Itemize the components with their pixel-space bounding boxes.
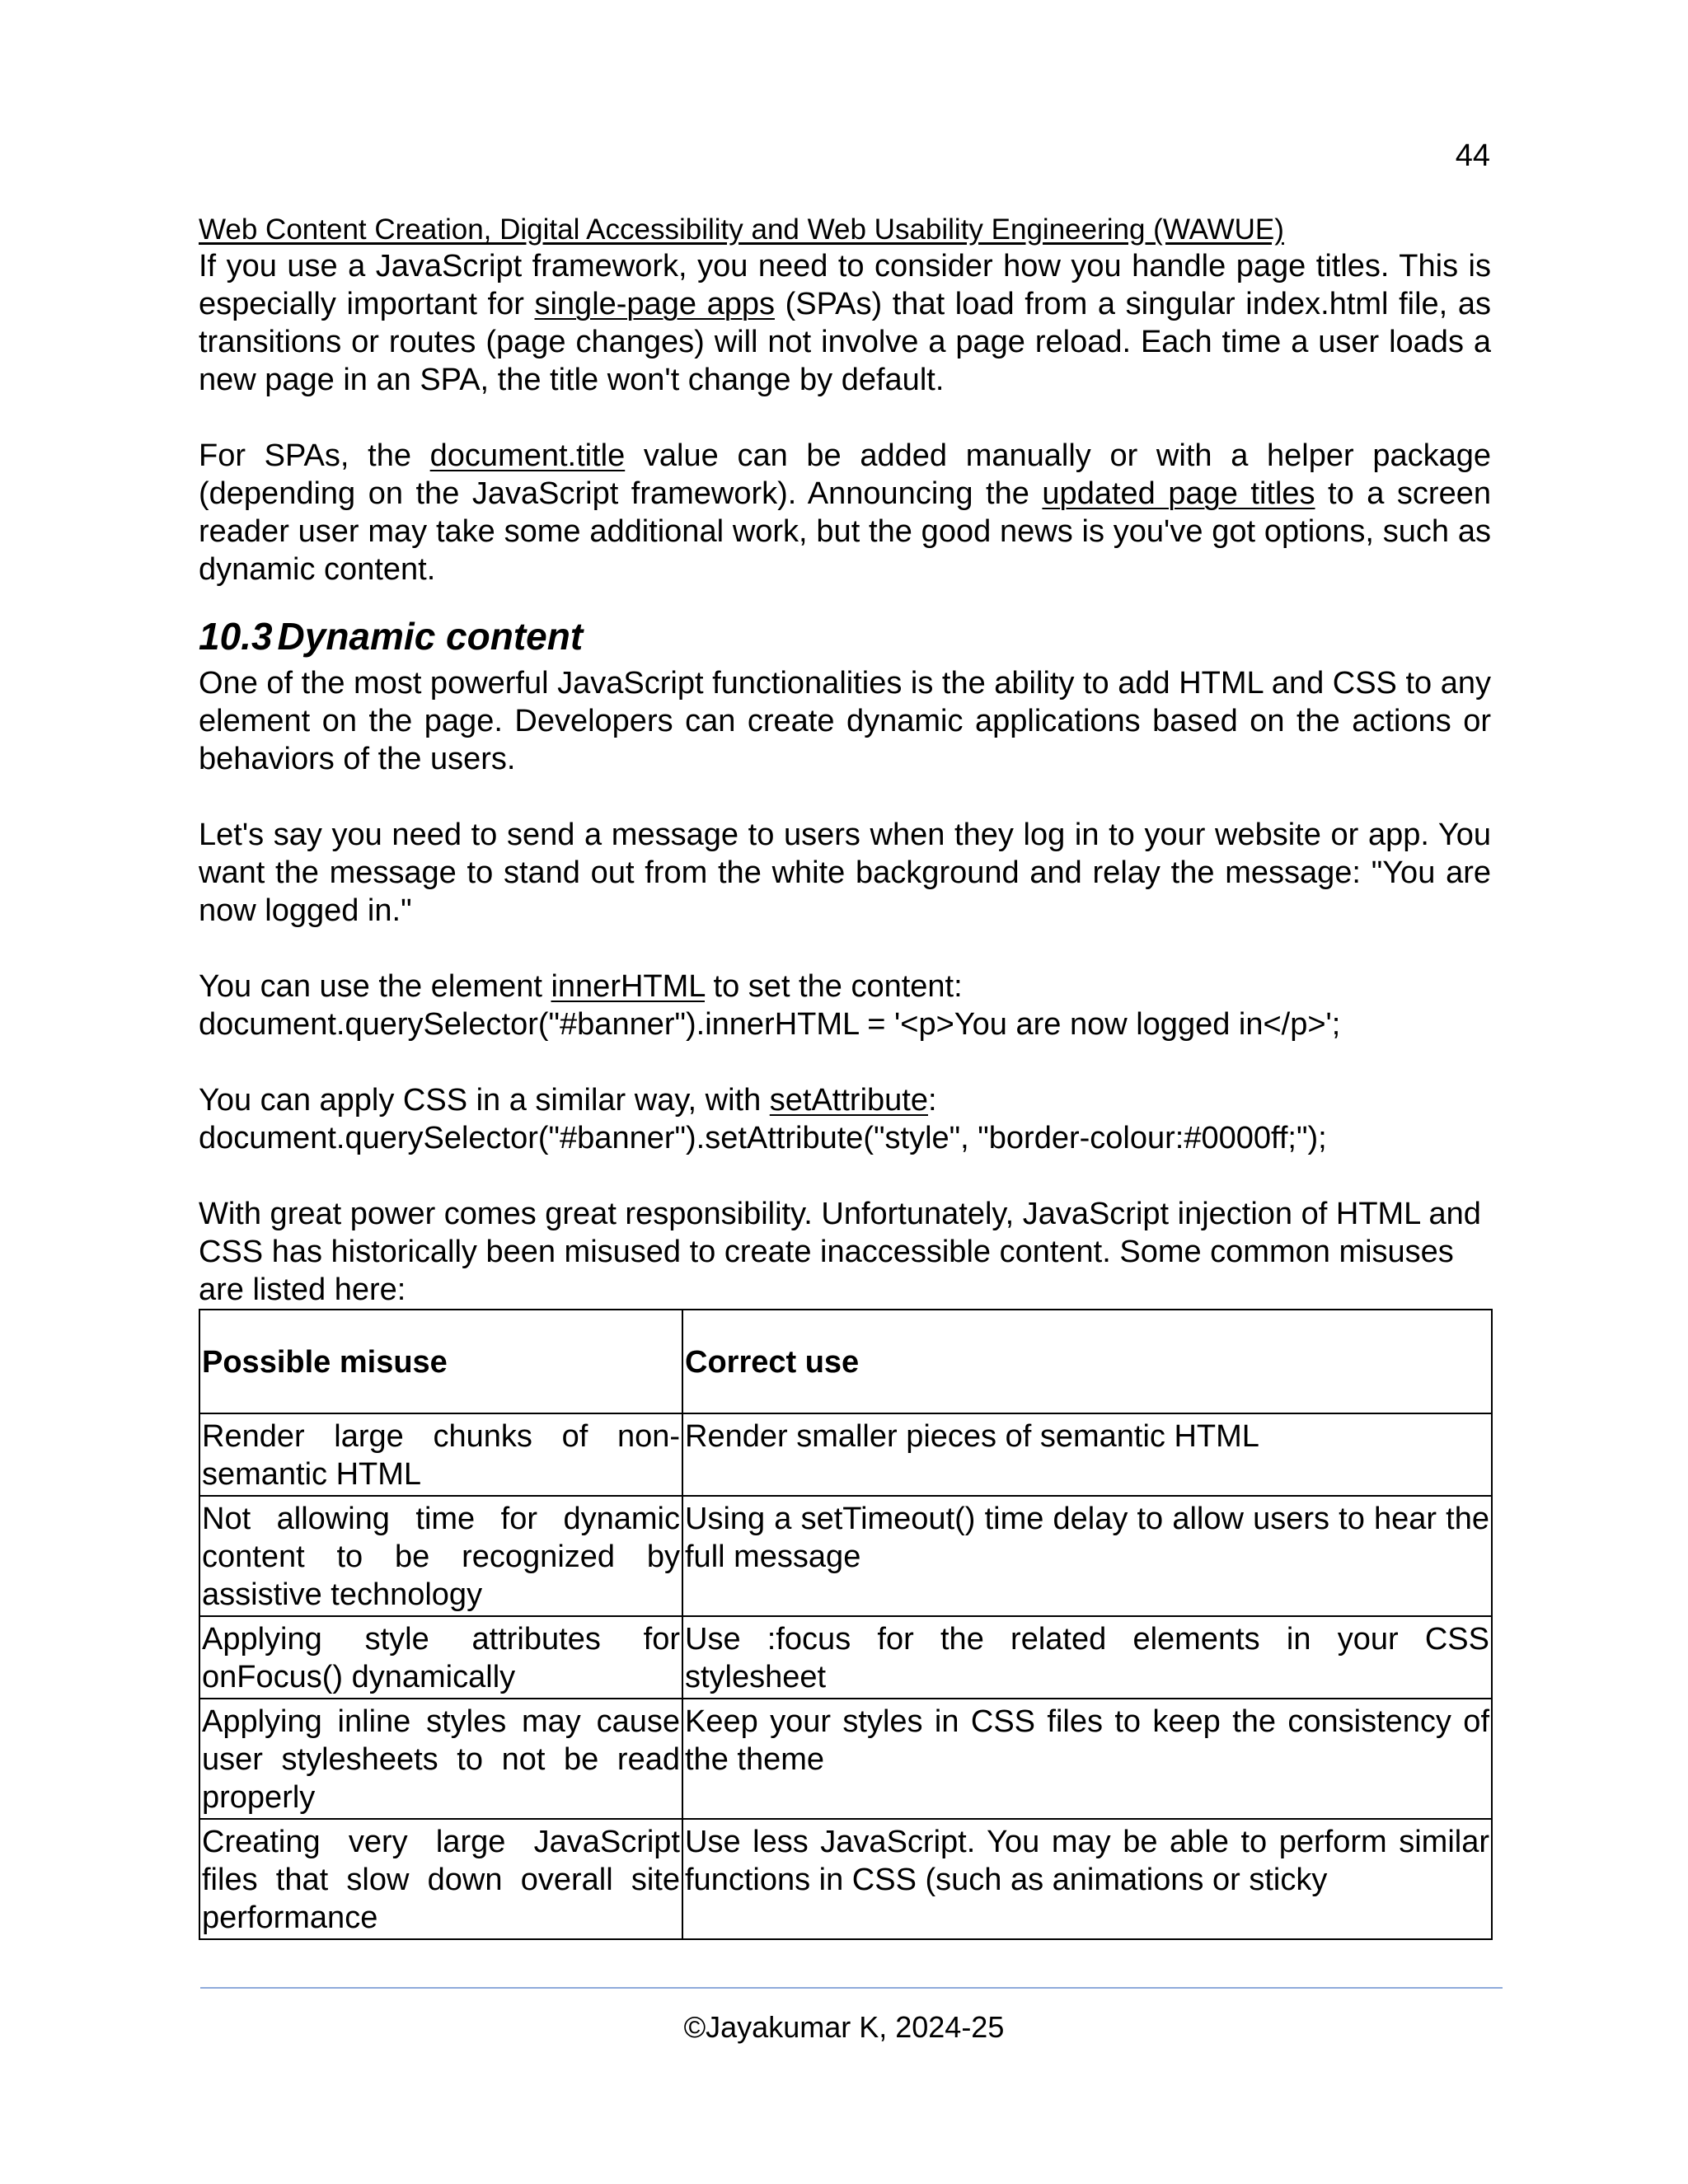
- table-header-row: [199, 1310, 1492, 1413]
- single-page-apps-link[interactable]: single-page apps: [534, 287, 775, 321]
- misuse-cell: Applying style attributes for onFocus() dynamically: [199, 1616, 682, 1699]
- text-segment: You can apply CSS in a similar way, with: [199, 1083, 770, 1118]
- paragraph-innerhtml: [199, 968, 1491, 1005]
- running-header: Web Content Creation, Digital Accessibility and Web Usability Engineering (WAWUE): [199, 213, 1284, 246]
- text-segment: to set the content:: [705, 969, 963, 1004]
- text-segment: For SPAs, the: [199, 438, 430, 473]
- table-row: [199, 1699, 1492, 1819]
- paragraph-misuses-intro: With great power comes great responsibility. Unfortunately, JavaScript injection of HTML and CSS has historically been misused to create inaccessible content. Some common misuses are listed here:: [199, 1197, 1481, 1307]
- paragraph-dynamic-intro: One of the most powerful JavaScript functionalities is the ability to add HTML and CSS to any element on the page. Developers can create dynamic applications based on the actions or behaviors of the users.: [199, 666, 1491, 776]
- table-row: [199, 1413, 1492, 1496]
- text-segment: value can be added manually or with a helper package (depending on the JavaScript framework). Announcing the: [199, 438, 1491, 511]
- misuse-cell: Not allowing time for dynamic content to be recognized by assistive technology: [199, 1496, 682, 1616]
- correct-use-cell: Keep your styles in CSS files to keep the consistency of the theme: [682, 1699, 1492, 1819]
- code-setattribute: document.querySelector("#banner").setAttribute("style", "border-colour:#0000ff;");: [199, 1121, 1327, 1155]
- page-content: [199, 213, 1491, 1940]
- table-row: [199, 1616, 1492, 1699]
- paragraph-setattribute: [199, 1081, 1491, 1119]
- misuse-cell: Render large chunks of non-semantic HTML: [199, 1413, 682, 1496]
- code-innerhtml: document.querySelector("#banner").innerHTML = '<p>You are now logged in</p>';: [199, 1007, 1341, 1042]
- setattribute-link[interactable]: setAttribute: [769, 1083, 928, 1118]
- paragraph-login-message: Let's say you need to send a message to users when they log in to your website or app. You want the message to stand out from the white background and relay the message: "You are now logged in.": [199, 818, 1491, 928]
- document-title-link[interactable]: document.title: [429, 438, 626, 473]
- text-segment: to a screen reader user may take some additional work, but the good news is you've got options, such as dynamic content.: [199, 476, 1491, 587]
- header-correct-use: Correct use: [682, 1310, 1492, 1413]
- header-possible-misuse: Possible misuse: [199, 1310, 682, 1413]
- footer-divider: [200, 1987, 1503, 1989]
- misuse-cell: Creating very large JavaScript files that slow down overall site performance: [199, 1819, 682, 1939]
- misuse-table: [199, 1309, 1493, 1940]
- table-row: [199, 1819, 1492, 1939]
- paragraph-document-title: [199, 437, 1491, 588]
- correct-use-cell: Use less JavaScript. You may be able to perform similar functions in CSS (such as animations or sticky: [682, 1819, 1492, 1939]
- text-segment: (SPAs) that load from a singular index.html file, as transitions or routes (page changes) will not involve a page reload. Each time a user loads a new page in an SPA, the title won't change by default.: [199, 287, 1491, 397]
- footer-copyright: ©Jayakumar K, 2024-25: [683, 2010, 1005, 2044]
- text-segment: If you use a JavaScript framework, you need to consider how you handle page titles. This is especially important for: [199, 249, 1491, 321]
- correct-use-cell: Use :focus for the related elements in your CSS stylesheet: [682, 1616, 1492, 1699]
- table-row: [199, 1496, 1492, 1616]
- correct-use-cell: Using a setTimeout() time delay to allow users to hear the full message: [682, 1496, 1492, 1616]
- text-segment: :: [927, 1083, 937, 1118]
- innerhtml-link[interactable]: innerHTML: [551, 969, 705, 1004]
- section-title: Dynamic content: [277, 615, 584, 658]
- updated-page-titles-link[interactable]: updated page titles: [1042, 476, 1315, 511]
- paragraph-spa-titles: [199, 247, 1491, 399]
- text-segment: You can use the element: [199, 969, 551, 1004]
- misuse-cell: Applying inline styles may cause user stylesheets to not be read properly: [199, 1699, 682, 1819]
- correct-use-cell: Render smaller pieces of semantic HTML: [682, 1413, 1492, 1496]
- section-number: 10.3: [199, 615, 273, 658]
- page-number: 44: [1455, 138, 1490, 173]
- section-heading: [199, 613, 1491, 659]
